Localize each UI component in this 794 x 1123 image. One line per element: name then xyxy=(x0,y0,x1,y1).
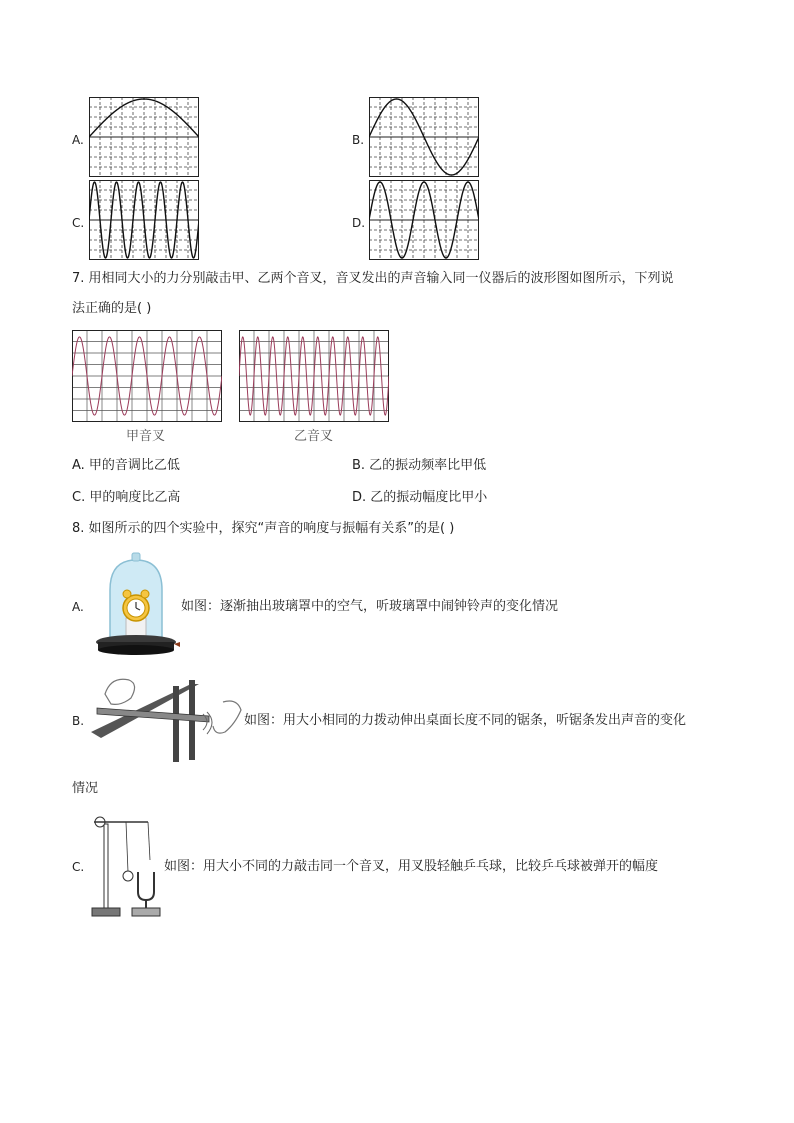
bell-jar-alarm-clock-icon xyxy=(90,550,182,658)
q7-option-c[interactable]: C. 甲的响度比乙高 xyxy=(72,490,181,505)
saw-blade-table-icon xyxy=(91,672,243,764)
q6-option-b-waveform xyxy=(369,97,479,177)
q8-option-c-label[interactable]: C. xyxy=(72,860,85,874)
q7-stem-line1: 7. 用相同大小的力分别敲击甲、乙两个音叉，音叉发出的声音输入同一仪器后的波形图如图所示，下列说 xyxy=(72,271,674,286)
q7-jia-waveform xyxy=(72,330,222,422)
q6-option-d-label[interactable]: D. xyxy=(352,216,366,230)
q6-option-a-waveform xyxy=(89,97,199,177)
q8-stem: 8. 如图所示的四个实验中，探究“声音的响度与振幅有关系”的是( ) xyxy=(72,521,455,536)
q6-option-c-label[interactable]: C. xyxy=(72,216,85,230)
q7-caption-jia: 甲音叉 xyxy=(126,429,166,444)
q6-option-c-waveform xyxy=(89,180,199,260)
q8-option-a-text: 如图：逐渐抽出玻璃罩中的空气，听玻璃罩中闹钟铃声的变化情况 xyxy=(181,599,559,614)
q7-option-a[interactable]: A. 甲的音调比乙低 xyxy=(72,458,180,473)
q7-option-d[interactable]: D. 乙的振动幅度比甲小 xyxy=(352,490,488,505)
q7-yi-waveform xyxy=(239,330,389,422)
tuning-fork-ping-pong-icon xyxy=(86,812,162,922)
q6-option-b-label[interactable]: B. xyxy=(352,133,365,147)
q6-option-a-label[interactable]: A. xyxy=(72,133,84,147)
q7-caption-yi: 乙音叉 xyxy=(294,429,334,444)
q8-option-a-label[interactable]: A. xyxy=(72,600,84,614)
q8-option-b-text-cont: 情况 xyxy=(72,781,99,796)
q6-option-d-waveform xyxy=(369,180,479,260)
q8-option-b-text: 如图：用大小相同的力拨动伸出桌面长度不同的锯条，听锯条发出声音的变化 xyxy=(244,713,687,728)
q8-option-b-label[interactable]: B. xyxy=(72,714,85,728)
q7-option-b[interactable]: B. 乙的振动频率比甲低 xyxy=(352,458,487,473)
q8-option-c-text: 如图：用大小不同的力敲击同一个音叉，用叉股轻触乒乓球，比较乒乓球被弹开的幅度 xyxy=(164,859,659,874)
q7-stem-line2: 法正确的是( ) xyxy=(72,301,152,316)
